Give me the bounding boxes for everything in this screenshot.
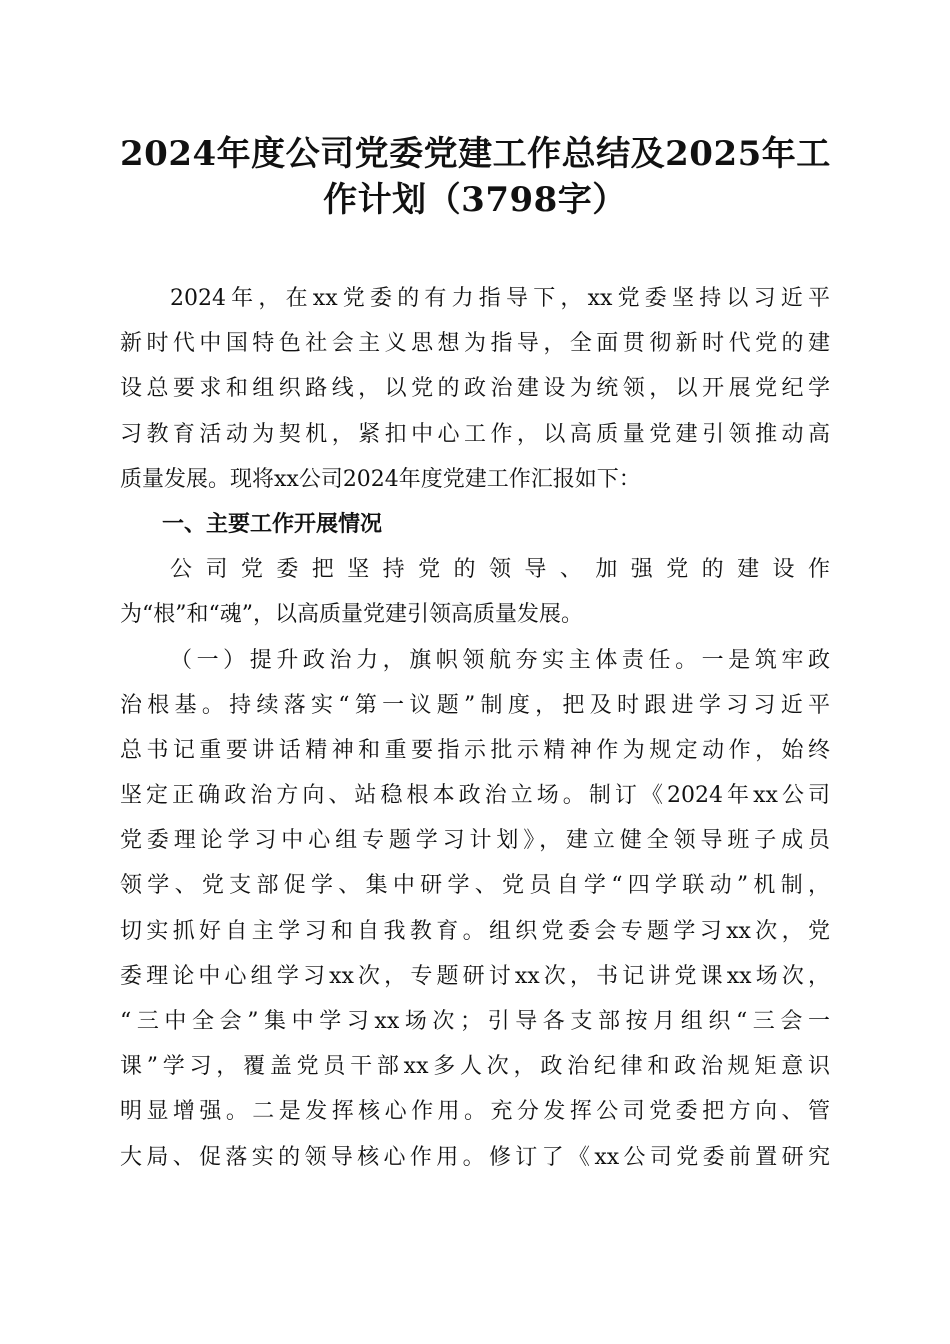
title-line-1: 2024年度公司党委党建工作总结及2025年工 — [120, 134, 831, 174]
section-heading: 一、主要工作开展情况 — [162, 511, 383, 537]
paragraph-line: 习教育活动为契机，紧扣中心工作，以高质量党建引领推动高 — [120, 421, 830, 447]
paragraph-line: 新时代中国特色社会主义思想为指导，全面贯彻新时代党的建 — [120, 331, 830, 357]
paragraph-line: 公司党委把坚持党的领导、加强党的建设作 — [170, 557, 830, 583]
title-line-2: 作计划（3798字） — [323, 180, 627, 220]
paragraph-line: 设总要求和组织路线，以党的政治建设为统领，以开展党纪学 — [120, 376, 830, 402]
paragraph-line: “三中全会”集中学习xx场次；引导各支部按月组织“三会一 — [120, 1009, 830, 1034]
paragraph-line: 坚定正确政治方向、站稳根本政治立场。制订《2024年xx公司 — [120, 783, 830, 809]
paragraph-line: 党委理论学习中心组专题学习计划》，建立健全领导班子成员 — [120, 828, 830, 854]
paragraph-line: 总书记重要讲话精神和重要指示批示精神作为规定动作，始终 — [120, 737, 830, 763]
paragraph-line: 为“根”和“魂”，以高质量党建引领高质量发展。 — [120, 602, 583, 628]
paragraph-line: 治根基。持续落实“第一议题”制度，把及时跟进学习习近平 — [120, 692, 830, 718]
paragraph-line: 委理论中心组学习xx次，专题研讨xx次，书记讲党课xx场次， — [120, 963, 830, 989]
paragraph-line: 2024年，在xx党委的有力指导下，xx党委坚持以习近平 — [170, 286, 830, 311]
paragraph-line: 大局、促落实的领导核心作用。修订了《xx公司党委前置研究 — [120, 1144, 830, 1170]
document-body — [120, 281, 830, 1185]
document-title — [120, 131, 830, 223]
paragraph-line: 课”学习，覆盖党员干部xx多人次，政治纪律和政治规矩意识 — [120, 1054, 830, 1080]
subsection-intro-line: （一）提升政治力，旗帜领航夯实主体责任。一是筑牢政 — [170, 647, 830, 673]
paragraph-line: 切实抓好自主学习和自我教育。组织党委会专题学习xx次，党 — [120, 918, 830, 944]
paragraph-line: 质量发展。现将xx公司2024年度党建工作汇报如下： — [120, 466, 641, 492]
paragraph-line: 明显增强。二是发挥核心作用。充分发挥公司党委把方向、管 — [120, 1099, 830, 1125]
paragraph-line: 领学、党支部促学、集中研学、党员自学“四学联动”机制， — [120, 873, 830, 899]
